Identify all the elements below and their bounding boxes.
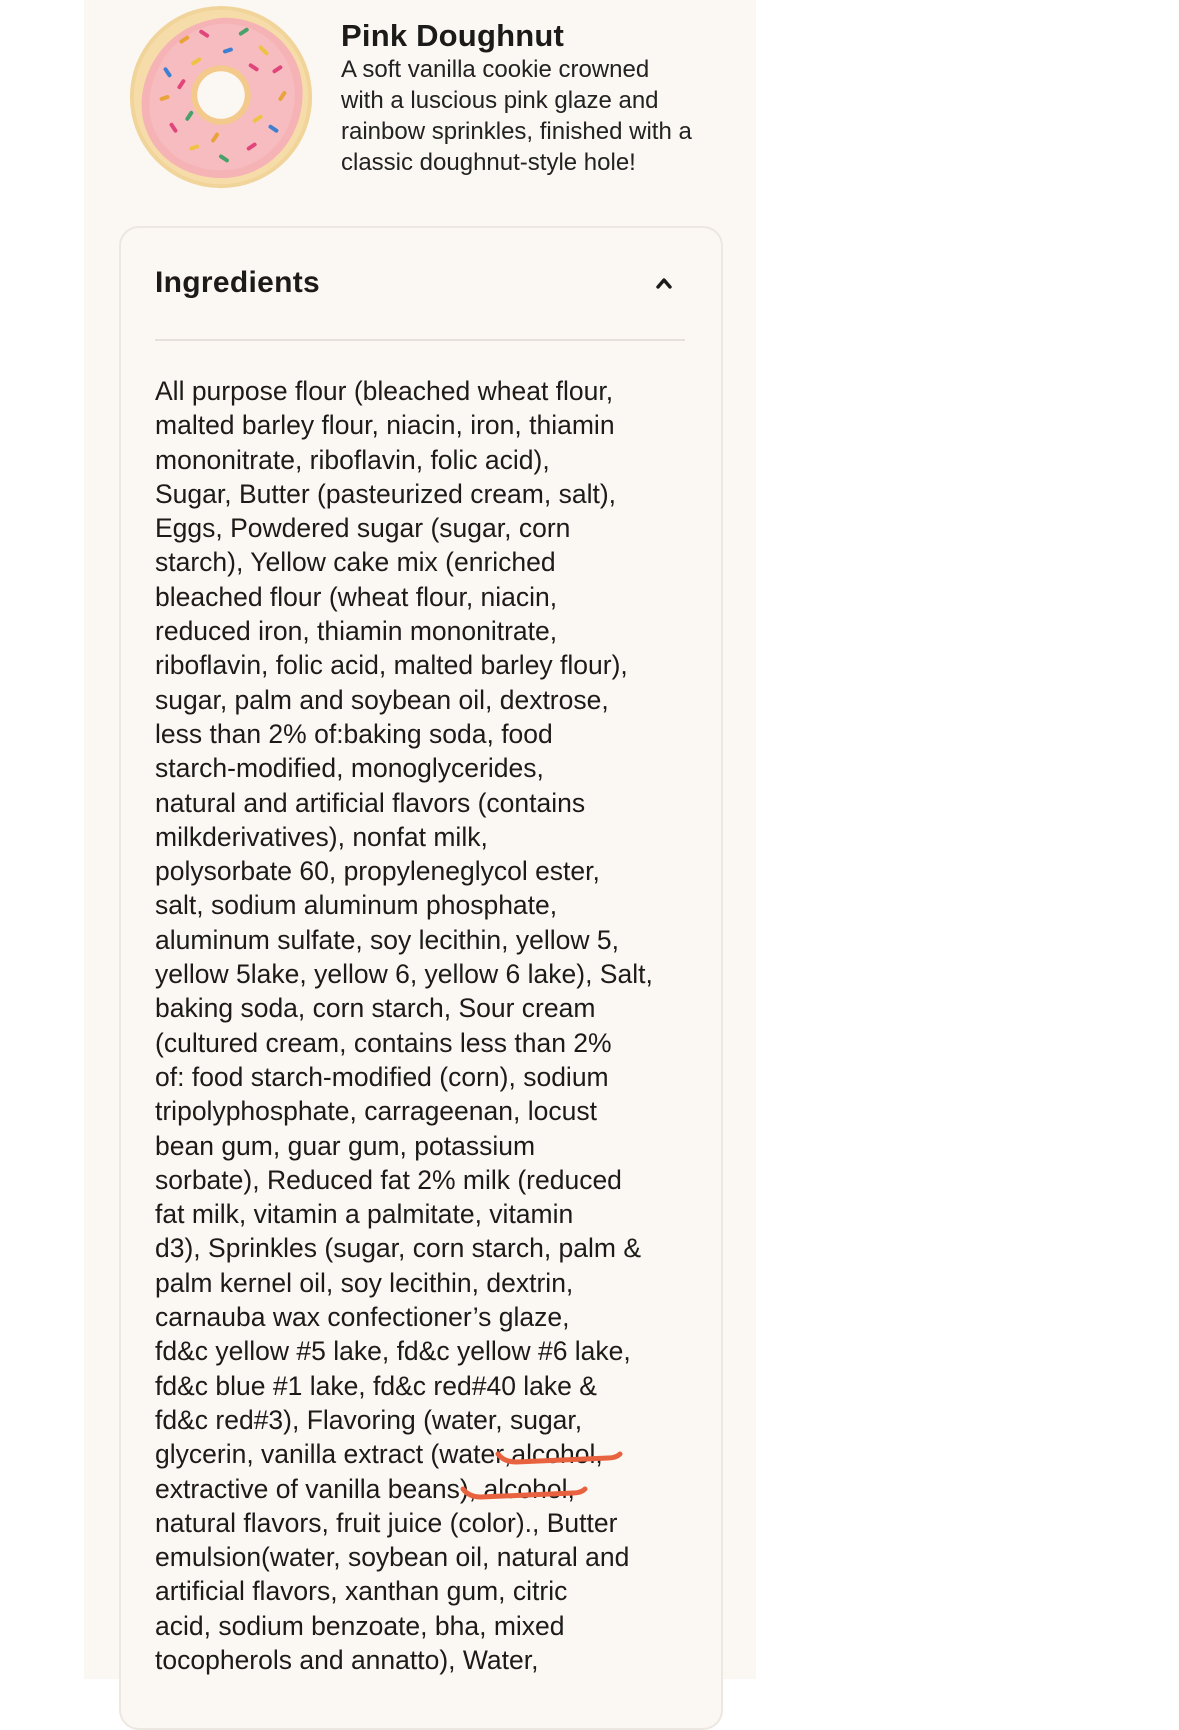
ingredient-line-annotated — [155, 1437, 695, 1471]
ingredient-line: baking soda, corn starch, Sour cream — [155, 993, 596, 1024]
ingredient-line: acid, sodium benzoate, bha, mixed — [155, 1610, 565, 1641]
ingredient-line: fd&c red#3), Flavoring (water, sugar, — [155, 1404, 583, 1435]
ingredient-line: fd&c blue #1 lake, fd&c red#40 lake & — [155, 1370, 597, 1401]
ingredient-line: sugar, palm and soybean oil, dextrose, — [155, 684, 609, 715]
ingredient-line: carnauba wax confectioner’s glaze, — [155, 1302, 570, 1333]
ingredient-line: Eggs, Powdered sugar (sugar, corn — [155, 513, 571, 544]
description-line: with a luscious pink glaze and — [341, 87, 659, 114]
description-line: A soft vanilla cookie crowned — [341, 56, 650, 83]
ingredients-title: Ingredients — [155, 266, 320, 299]
ingredient-line: Sugar, Butter (pasteurized cream, salt), — [155, 478, 617, 509]
pink-doughnut-cookie-image — [122, 0, 320, 198]
ingredient-text: extractive of vanilla beans) — [155, 1473, 469, 1504]
ingredient-line: mononitrate, riboflavin, folic acid), — [155, 444, 550, 475]
ingredient-line: riboflavin, folic acid, malted barley flour), — [155, 650, 628, 681]
ingredient-line: fat milk, vitamin a palmitate, vitamin — [155, 1199, 574, 1230]
ingredient-line: milkderivatives), nonfat milk, — [155, 821, 488, 852]
red-strikethrough-mark — [496, 1452, 626, 1472]
ingredient-line: tripolyphosphate, carrageenan, locust — [155, 1096, 597, 1127]
ingredient-line: starch-modified, monoglycerides, — [155, 753, 544, 784]
ingredient-line: natural flavors, fruit juice (color)., Butter — [155, 1507, 618, 1538]
ingredient-line: palm kernel oil, soy lecithin, dextrin, — [155, 1267, 574, 1298]
ingredient-line: tocopherols and annatto), Water, — [155, 1644, 539, 1675]
ingredient-text: glycerin, vanilla extract (water — [155, 1439, 505, 1470]
ingredient-line: bean gum, guar gum, potassium — [155, 1130, 536, 1161]
struck-through-text — [504, 1437, 603, 1471]
ingredients-accordion — [119, 226, 723, 1730]
ingredient-line: All purpose flour (bleached wheat flour, — [155, 376, 614, 406]
ingredients-text — [155, 374, 695, 1677]
ingredient-line: starch), Yellow cake mix (enriched — [155, 547, 556, 578]
ingredient-line: aluminum sulfate, soy lecithin, yellow 5, — [155, 924, 619, 955]
ingredient-line: salt, sodium aluminum phosphate, — [155, 890, 558, 921]
ingredient-line: polysorbate 60, propyleneglycol ester, — [155, 856, 600, 887]
ingredient-line: yellow 5lake, yellow 6, yellow 6 lake), Salt, — [155, 959, 653, 990]
product-title: Pink Doughnut — [341, 18, 565, 53]
chevron-up-icon[interactable] — [649, 268, 679, 298]
ingredient-line-annotated — [155, 1472, 695, 1506]
ingredient-line: malted barley flour, niacin, iron, thiamin — [155, 410, 615, 441]
ingredient-line: sorbate), Reduced fat 2% milk (reduced — [155, 1164, 622, 1195]
red-strikethrough-mark — [461, 1487, 591, 1507]
struck-word: ,alcohol, — [504, 1439, 603, 1470]
ingredient-line: bleached flour (wheat flour, niacin, — [155, 581, 558, 612]
struck-through-text — [469, 1472, 575, 1506]
struck-word: , alcohol, — [468, 1473, 575, 1504]
ingredient-line: (cultured cream, contains less than 2% — [155, 1027, 612, 1058]
ingredient-line: fd&c yellow #5 lake, fd&c yellow #6 lake, — [155, 1336, 631, 1367]
ingredient-line: less than 2% of:baking soda, food — [155, 718, 553, 749]
ingredient-line: reduced iron, thiamin mononitrate, — [155, 616, 558, 647]
ingredient-line: of: food starch-modified (corn), sodium — [155, 1061, 609, 1092]
ingredient-line: d3), Sprinkles (sugar, corn starch, palm & — [155, 1233, 642, 1264]
ingredient-line: artificial flavors, xanthan gum, citric — [155, 1576, 568, 1607]
description-line: classic doughnut-style hole! — [341, 149, 636, 176]
divider — [155, 339, 685, 341]
description-line: rainbow sprinkles, finished with a — [341, 118, 692, 145]
ingredient-line: natural and artificial flavors (contains — [155, 787, 586, 818]
product-description — [341, 54, 731, 178]
ingredient-line: emulsion(water, soybean oil, natural and — [155, 1542, 630, 1573]
ingredients-accordion-header[interactable] — [121, 228, 721, 338]
